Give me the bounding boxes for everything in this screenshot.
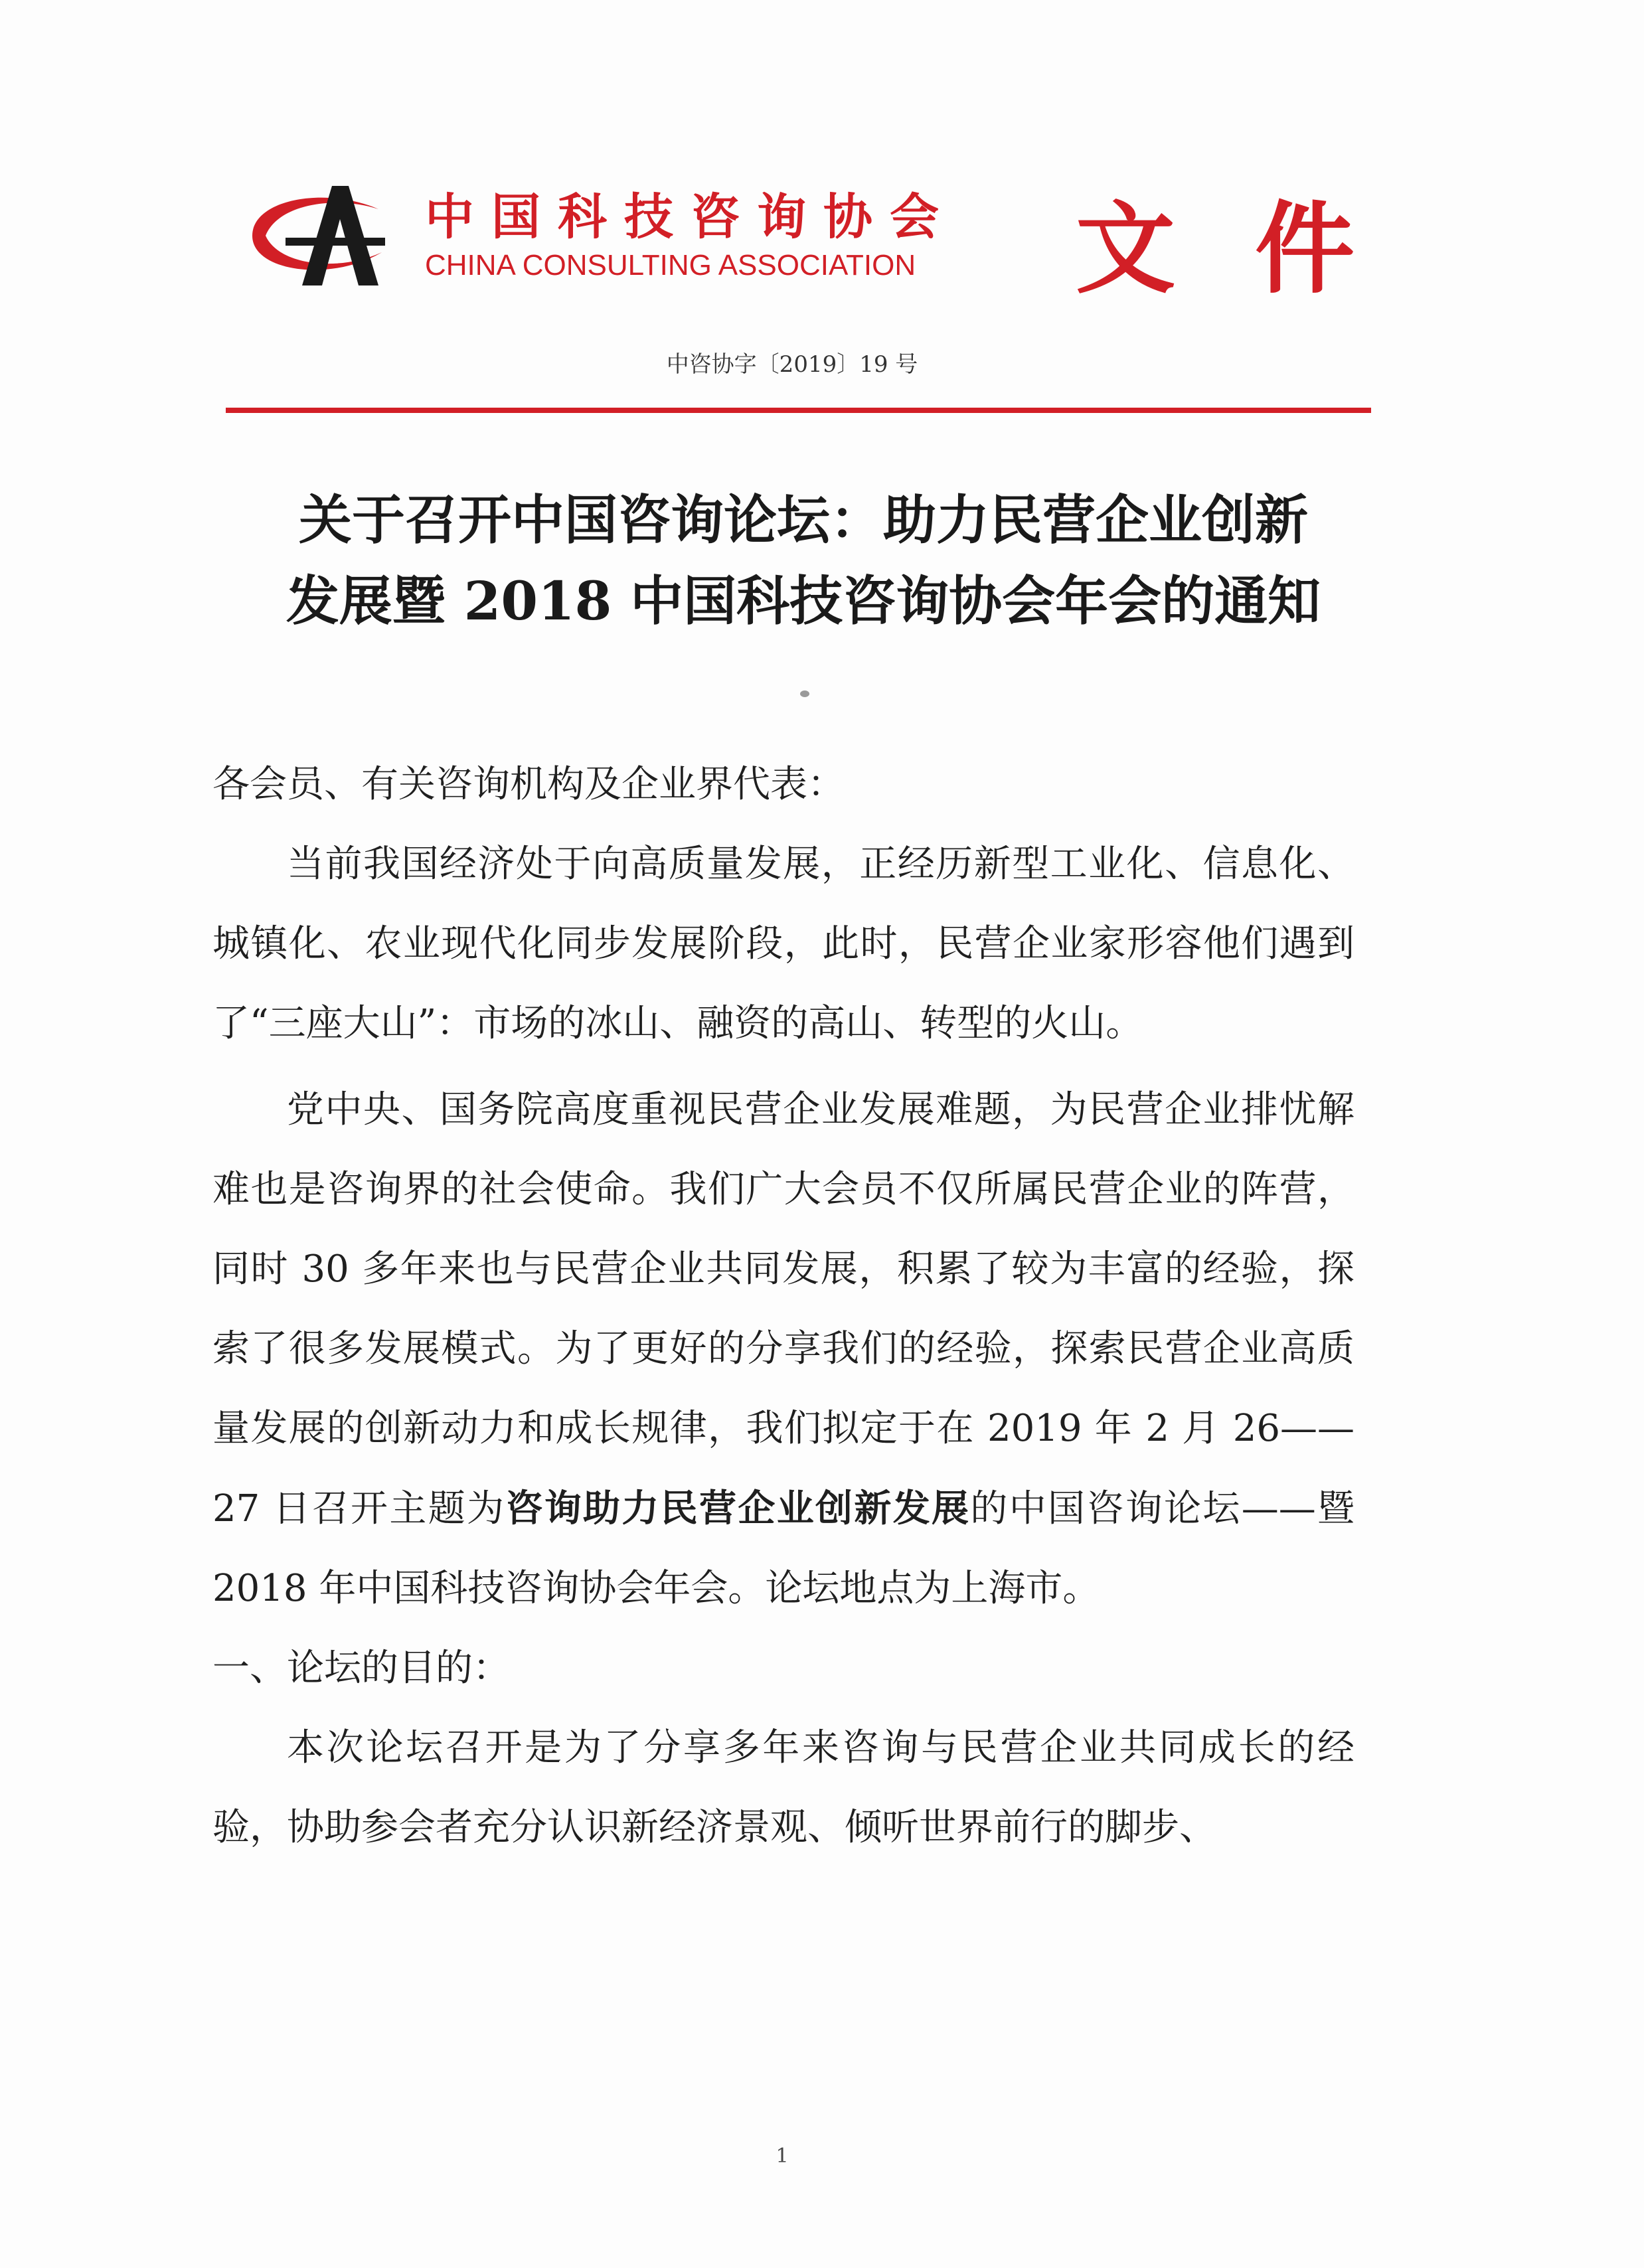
org-name-cn: 中国科技咨询协会 — [425, 189, 956, 246]
scan-speck — [800, 690, 809, 697]
document-kind-label: 文件 — [1076, 191, 1435, 307]
paragraph-2-text: 党中央、国务院高度重视民营企业发展难题，为民营企业排忧解难也是咨询界的社会使命。我们广大会员不仅所属民营企业的阵营，同时 30 多年来也与民营企业共同发展，积累了较为丰富的经验，探索了很多发展模式。为了更好的分享我们的经验，探索民营企业高质量发展的创新动力和成长规律，我们拟定于在 2019 年 2 月 26——27 日召开主题为 — [212, 1088, 1355, 1530]
association-logo-icon — [239, 173, 398, 292]
paragraph-3: 本次论坛召开是为了分享多年来咨询与民营企业共同成长的经验，协助参会者充分认识新经济景观、倾听世界前行的脚步、 — [212, 1726, 1355, 1849]
salutation: 各会员、有关咨询机构及企业界代表： — [212, 763, 845, 806]
paragraph-1: 当前我国经济处于向高质量发展，正经历新型工业化、信息化、城镇化、农业现代化同步发展阶段，此时，民营企业家形容他们遇到了“三座大山”：市场的冰山、融资的高山、转型的火山。 — [212, 843, 1355, 1045]
forum-theme: 咨询助力民营企业创新发展 — [505, 1487, 971, 1530]
document-body — [212, 745, 1355, 1868]
section-1-heading: 一、论坛的目的： — [212, 1647, 510, 1690]
paragraph-2 — [212, 1070, 1355, 1629]
paragraph-2-tail: 的中国咨询论坛——暨 2018 年中国科技咨询协会年会。论坛地点为上海市。 — [212, 1487, 1355, 1610]
org-name-en: CHINA CONSULTING ASSOCIATION — [425, 249, 916, 282]
document-number: 中咨协字〔2019〕19 号 — [666, 351, 918, 378]
letterhead-red-rule — [226, 408, 1371, 413]
title-line-1: 关于召开中国咨询论坛：助力民营企业创新 — [299, 489, 1308, 551]
page-number: 1 — [776, 2145, 789, 2168]
document-title — [206, 479, 1401, 641]
title-line-2: 发展暨 2018 中国科技咨询协会年会的通知 — [286, 570, 1321, 632]
